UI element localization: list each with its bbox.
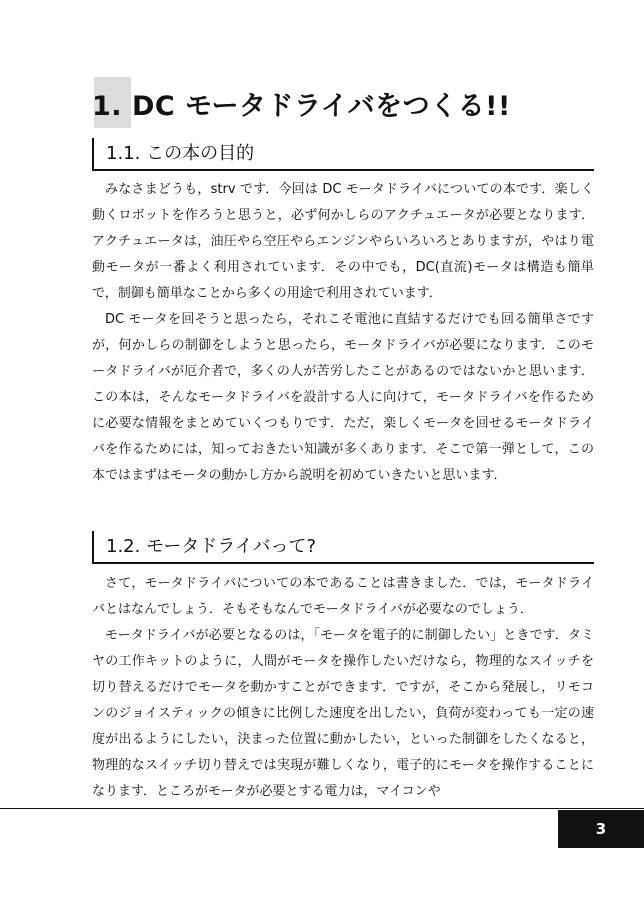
section-heading-purpose: 1.1. この本の目的	[92, 138, 594, 171]
chapter-title	[92, 78, 511, 128]
paragraph: DC モータを回そうと思ったら，それこそ電池に直結するだけでも回る簡単さですが，何かしらの制御をしようと思ったら，モータドライバが必要になります．このモータドライバが厄介者で，多くの人が苦労したことがあるのではないかと思います．この本は，そんなモータドライバを設計する人に向けて，モータドライバを作るために必要な情報をまとめていくつもりです．ただ，楽しくモータを回せるモータドライバを作るためには，知っておきたい知識が多くあります．そこで第一弾として，この本ではまずはモータの動かし方から説明を初めていきたいと思います．	[92, 312, 594, 483]
paragraph: みなさまどうも，strv です．今回は DC モータドライバについての本です．楽しく動くロボットを作ろうと思うと，必ず何かしらのアクチュエータが必要となります．アクチュエータは，油圧やら空圧やらエンジンやらいろいろとありますが，やはり電動モータが一番よく利用されています．その中でも，DC(直流)モータは構造も簡単で，制御も簡単なことから多くの用途で利用されています．	[92, 182, 594, 301]
section-body-purpose	[92, 177, 594, 489]
paragraph: モータドライバが必要となるのは，「モータを電子的に制御したい」ときです．タミヤの工作キットのように，人間がモータを操作したいだけなら，物理的なスイッチを切り替えるだけでモータを動かすことができます．ですが，そこから発展し，リモコンのジョイスティックの傾きに比例した速度を出したい，負荷が変わっても一定の速度が出るようにしたい，決まった位置に動かしたい，といった制御をしたくなると，物理的なスイッチ切り替えでは実現が難しくなり，電子的にモータを操作することになります．ところがモータが必要とする電力は，マイコンや	[92, 628, 594, 799]
page-number: 3	[558, 810, 644, 848]
chapter-title-text: 1. DC モータドライバをつくる!!	[92, 90, 511, 122]
section-body-what-is-motor-driver	[92, 571, 594, 805]
section-heading-what-is-motor-driver: 1.2. モータドライバって?	[92, 531, 594, 564]
paragraph: さて，モータドライバについての本であることは書きました．では，モータドライバとはなんでしょう．そもそもなんでモータドライバが必要なのでしょう．	[92, 576, 594, 617]
footer-rule	[0, 808, 644, 809]
